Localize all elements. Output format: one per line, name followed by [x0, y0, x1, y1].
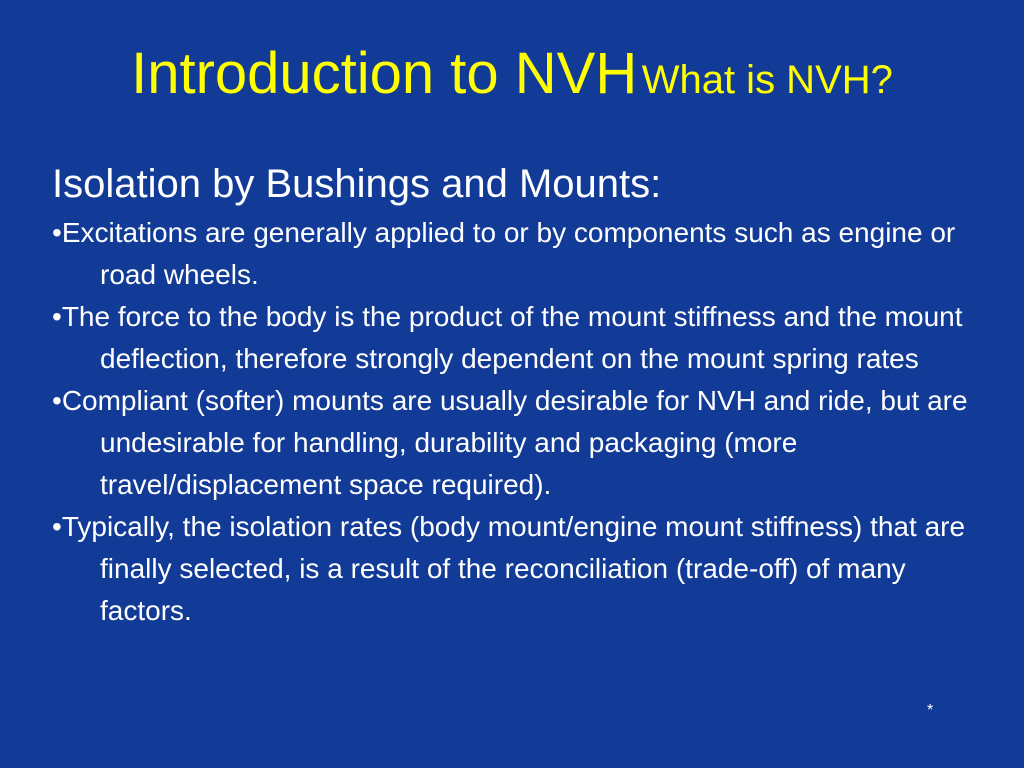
bullet-list: [52, 212, 972, 632]
bullet-text: The force to the body is the product of the mount stiffness and the mount deflection, therefore strongly dependent on the mount spring rates: [61, 301, 963, 374]
bullet-mark: •: [52, 511, 62, 542]
section-heading: Isolation by Bushings and Mounts:: [52, 162, 662, 206]
bullet-item: [52, 212, 972, 296]
bullet-item: [52, 506, 972, 632]
title-main: Introduction to NVH: [131, 41, 638, 106]
bullet-text: Compliant (softer) mounts are usually desirable for NVH and ride, but are undesirable for handling, durability and packaging (more travel/displacement space required).: [61, 385, 968, 500]
bullet-text: Typically, the isolation rates (body mount/engine mount stiffness) that are finally selected, is a result of the reconciliation (trade-off) of many factors.: [61, 511, 966, 626]
slide-content: [52, 158, 972, 632]
bullet-item: [52, 296, 972, 380]
title-subtitle: What is NVH?: [641, 58, 893, 102]
bullet-mark: •: [52, 217, 62, 248]
footer-asterisk: *: [927, 702, 934, 719]
bullet-mark: •: [52, 301, 62, 332]
bullet-item: [52, 380, 972, 506]
bullet-text: Excitations are generally applied to or by components such as engine or road wheels.: [61, 217, 956, 290]
bullet-mark: •: [52, 385, 62, 416]
slide-title: [0, 40, 1024, 107]
